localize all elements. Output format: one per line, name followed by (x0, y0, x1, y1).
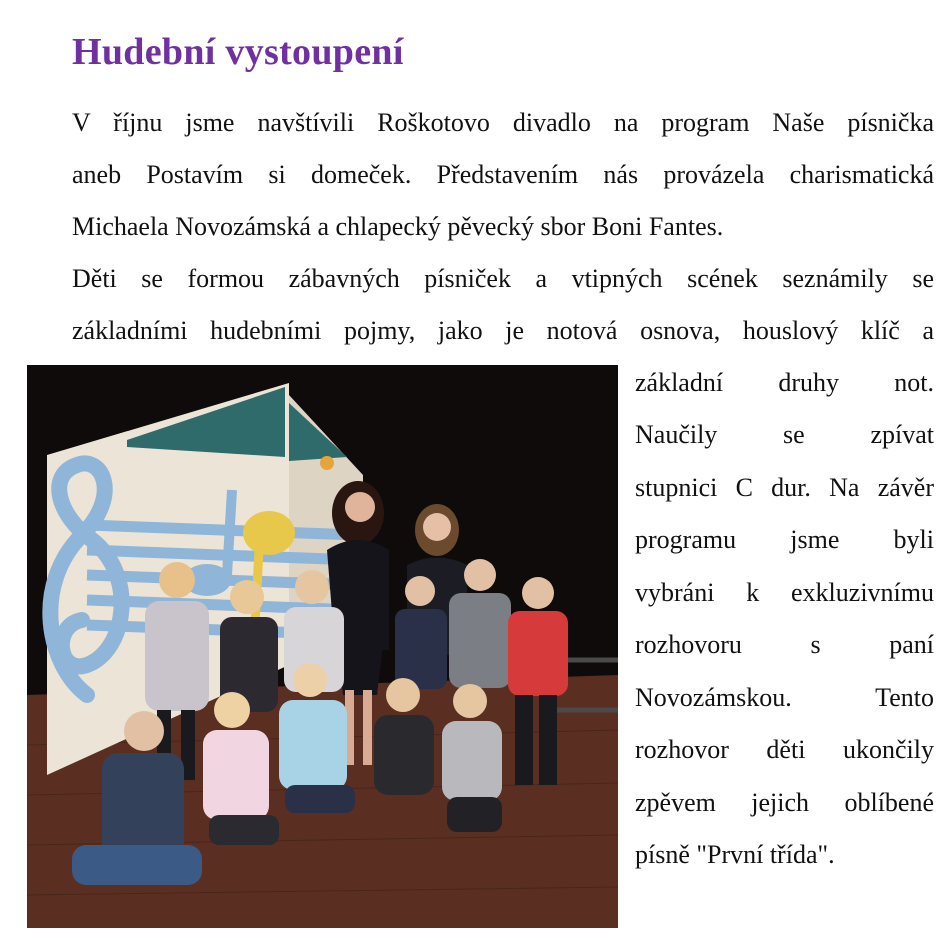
paragraph-1-line: V říjnu jsme navštívili Roškotovo divadlo na program Naše písnička (72, 108, 934, 137)
side-text-line: Naučily se zpívat (635, 420, 934, 449)
side-text-line: rozhovoru s paní (635, 630, 934, 659)
side-text-line: vybráni k exkluzivnímu (635, 578, 934, 607)
side-text-line: stupnici C dur. Na závěr (635, 473, 934, 502)
side-text-line: písně "První třída". (635, 840, 835, 869)
page-title: Hudební vystoupení (72, 31, 404, 73)
yellow-note-head (243, 511, 295, 555)
group-photo (27, 365, 618, 928)
flower-decoration (320, 456, 334, 470)
paragraph-2-line: základními hudebními pojmy, jako je notová osnova, houslový klíč a (72, 316, 934, 345)
side-text-line: zpěvem jejich oblíbené (635, 788, 934, 817)
paragraph-1-line: aneb Postavím si domeček. Představením nás provázela charismatická (72, 160, 934, 189)
paragraph-1-line: Michaela Novozámská a chlapecký pěvecký sbor Boni Fantes. (72, 212, 724, 241)
side-text-line: rozhovor děti ukončily (635, 735, 934, 764)
side-text-line: programu jsme byli (635, 525, 934, 554)
paragraph-2-line: Děti se formou zábavných písniček a vtipných scének seznámily se (72, 264, 934, 293)
side-text-line: základní druhy not. (635, 368, 934, 397)
blue-note-stem (227, 490, 232, 575)
side-text-line: Novozámskou. Tento (635, 683, 934, 712)
